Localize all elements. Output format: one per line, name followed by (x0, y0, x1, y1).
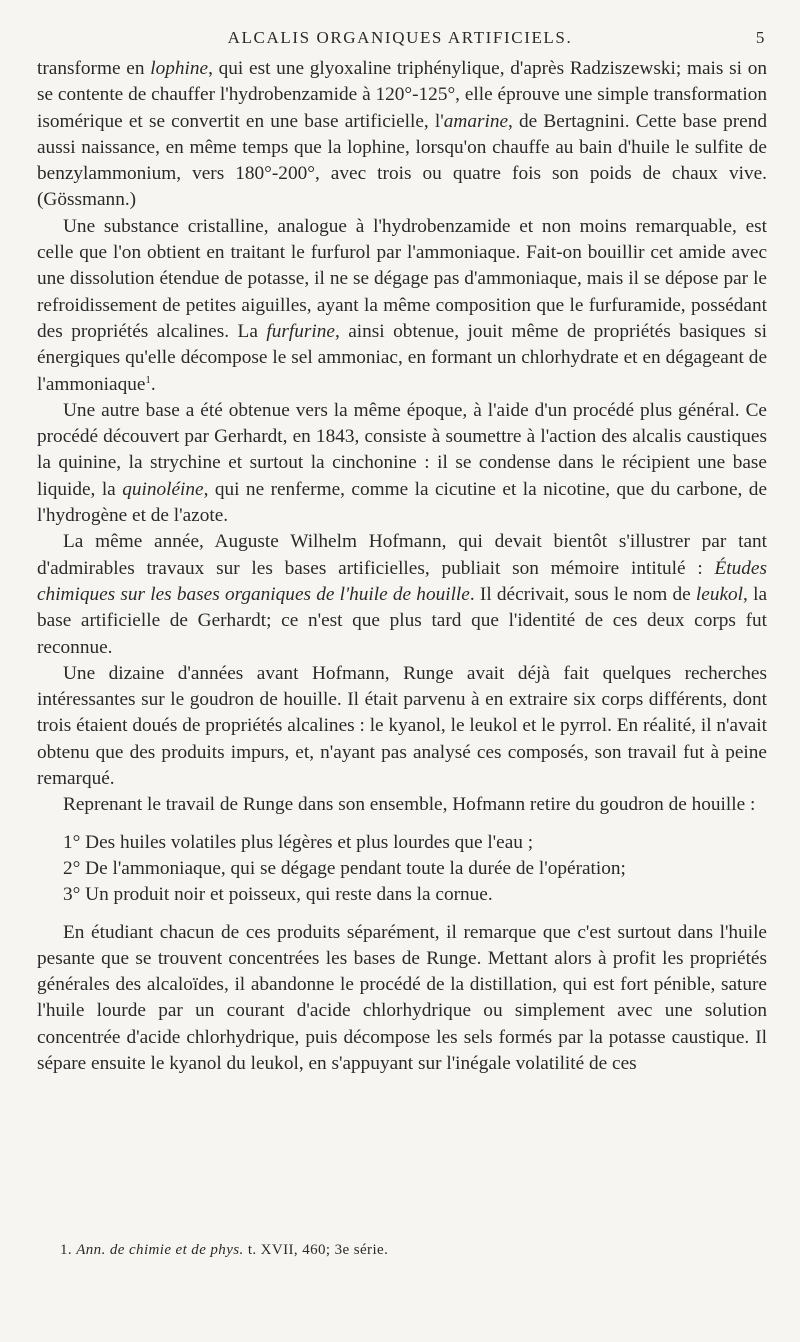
body-text (37, 56, 767, 1077)
paragraph-1: transforme en lophine, qui est une glyoxaline triphénylique, d'après Radziszewski; mais si on se contente de chauffer l'hydrobenzamide à 120°-125°, elle éprouve une simple transformation isomérique et se convertit en une base artificielle, l'amarine, de Bertagnini. Cette base prend aussi naissance, en même temps que la lophine, lorsqu'on chauffe au bain d'huile le sulfite de benzylammonium, vers 180°-200°, avec trois ou quatre fois son poids de chaux vive. (Gössmann.) (37, 58, 767, 211)
list-item-3: 3° Un produit noir et poisseux, qui reste dans la cornue. (63, 884, 493, 906)
paragraph-7: En étudiant chacun de ces produits séparément, il remarque que c'est surtout dans l'huile pesante que se trouvent concentrées les bases de Runge. Mettant alors à profit les propriétés générales des alcaloïdes, il abandonne le procédé de la distillation, qui est fort pénible, sature l'huile lourde par un courant d'acide chlorhydrique ou simplement avec une solution concentrée d'acide chlorhydrique, puis décompose les sels formés par la potasse caustique. Il sépare ensuite le kyanol du leukol, en s'appuyant sur l'inégale volatilité de ces (37, 921, 767, 1074)
list-item-1: 1° Des huiles volatiles plus légères et plus lourdes que l'eau ; (63, 831, 534, 853)
running-header (0, 24, 800, 54)
paragraph-6: Reprenant le travail de Runge dans son ensemble, Hofmann retire du goudron de houille : (63, 794, 756, 816)
paragraph-5: Une dizaine d'années avant Hofmann, Runge avait déjà fait quelques recherches intéressantes sur le goudron de houille. Il était parvenu à en extraire six corps différents, dont trois étaient doués de propriétés alcalines : le kyanol, le leukol et le pyrrol. En réalité, il n'avait obtenu que des produits impurs, et, n'ayant pas analysé ces composés, son travail fut à peine remarqué. (37, 662, 767, 790)
running-title: ALCALIS ORGANIQUES ARTIFICIELS. (227, 28, 573, 47)
page-number: 5 (755, 28, 766, 47)
footnote-ref: 1 (145, 373, 151, 386)
list-item-2: 2° De l'ammoniaque, qui se dégage pendant toute la durée de l'opération; (63, 857, 626, 879)
paragraph-3: Une autre base a été obtenue vers la même époque, à l'aide d'un procédé plus général. Ce procédé découvert par Gerhardt, en 1843, consiste à soumettre à l'action des alcalis caustiques la quinine, la strychine et surtout la cinchonine : il se condense dans le récipient une base liquide, la quinoléine, qui ne renferme, comme la cicutine et la nicotine, que du carbone, de l'hydrogène et de l'azote. (37, 399, 767, 527)
paragraph-4: La même année, Auguste Wilhelm Hofmann, qui devait bientôt s'illustrer par tant d'admirables travaux sur les bases artificielles, publiait son mémoire intitulé : Études chimiques sur les bases organiques de l'huile de houille. Il décrivait, sous le nom de leukol, la base artificielle de Gerhardt; ce n'est que plus tard que l'identité de ces deux corps fut reconnue. (37, 531, 767, 658)
paragraph-2: Une substance cristalline, analogue à l'hydrobenzamide et non moins remarquable, est celle que l'on obtient en traitant le furfurol par l'ammoniaque. Fait-on bouillir cet amide avec une dissolution étendue de potasse, il ne se dégage pas d'ammoniaque, mais il se dépose par le refroidissement de petites aiguilles, ayant la même composition que le furfuramide, possédant des propriétés alcalines. La furfurine, ainsi obtenue, jouit même de propriétés basiques si énergiques qu'elle décompose le sel ammoniac, en formant un chlorhydrate et en dégageant de l'ammoniaque$^1$. (37, 215, 767, 395)
footnote: 1. Ann. de chimie et de phys. t. XVII, 460; 3e série. (60, 1242, 389, 1258)
